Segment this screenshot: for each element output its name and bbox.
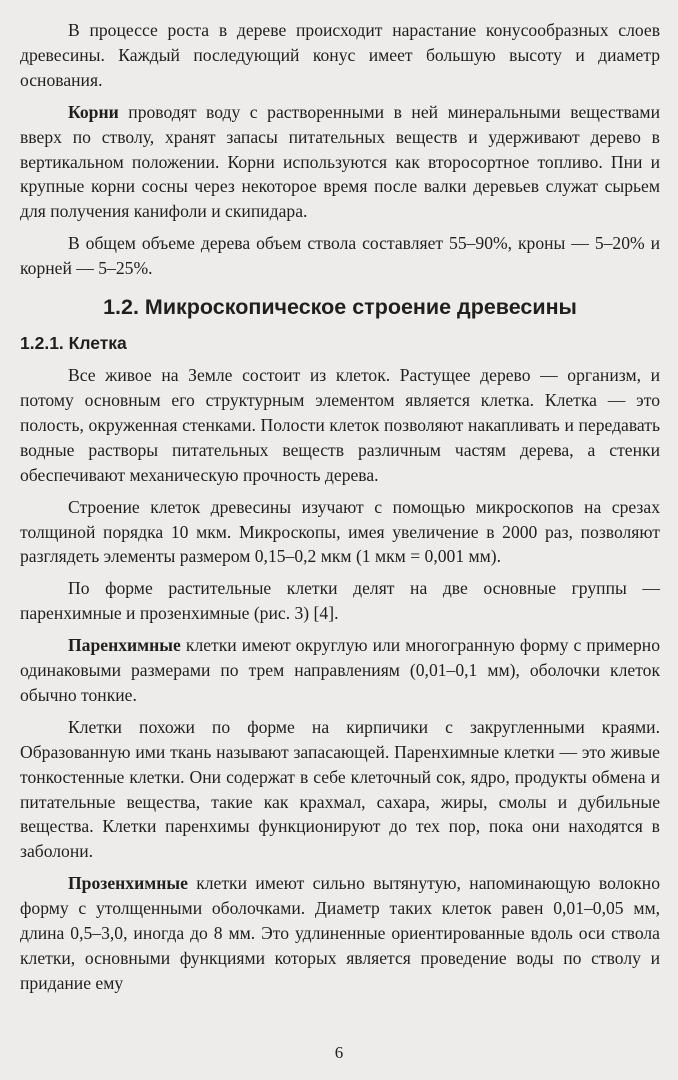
paragraph-volume-shares [20, 231, 660, 281]
paragraph-text: Строение клеток древесины изучают с помощью микроскопов на срезах толщиной порядка 10 мкм. Микроскопы, имея увеличение в 2000 раз, позволяют разглядеть элементы размером 0,15–0,2 мкм (1 мкм = 0,001 мм). [20, 496, 660, 567]
section-heading: 1.2. Микроскопическое строение древесины [103, 295, 577, 320]
paragraph-parenchyma-details [20, 715, 660, 864]
paragraph-roots [20, 100, 660, 225]
paragraph-cell-definition [20, 363, 660, 488]
paragraph-text: Все живое на Земле состоит из клеток. Растущее дерево — организм, и потому основным его структурным элементом является клетка. Клетка — это полость, окруженная стенками. Полости клеток позволяют накапливать и передавать водные растворы питательных веществ различным частям дерева, а стенки обеспечивают механическую прочность дерева. [20, 365, 660, 485]
paragraph-text: В общем объеме дерева объем ствола составляет 55–90%, кроны — 5–20% и корней — 5–25%. [20, 233, 660, 279]
paragraph-cell-groups [20, 576, 660, 626]
paragraph-text: проводят воду с растворенными в ней минеральными веществами вверх по стволу, хранят запасы питательных веществ и удерживают дерево в вертикальном положении. Корни используются как второсортное топливо. Пни и крупные корни сосны через некоторое время после валки деревьев служат сырьем для получения канифоли и скипидара. [20, 101, 660, 222]
paragraph-cone-growth [20, 18, 660, 93]
paragraph-text: клетки имеют округлую или многогранную форму с примерно одинаковыми размерами по трем направлениям (0,01–0,1 мм), оболочки клеток обычно тонкие. [20, 635, 660, 705]
paragraph-text: Клетки похожи по форме на кирпичики с закругленными краями. Образованную ими ткань называют запасающей. Паренхимные клетки — это живые тонкостенные клетки. Они содержат в себе клеточный сок, ядро, продукты обмена и питательные вещества, такие как крахмал, сахара, жиры, смолы и дубильные вещества. Клетки паренхимы функционируют до тех пор, пока они находятся в заболони. [20, 716, 660, 862]
paragraph-bold-term: Корни [68, 101, 119, 122]
paragraph-text: В процессе роста в дереве происходит нарастание конусообразных слоев древесины. Каждый последующий конус имеет большую высоту и диаметр основания. [20, 20, 660, 90]
subsection-heading: 1.2.1. Клетка [20, 333, 127, 354]
paragraph-prosenchyma [20, 871, 660, 996]
paragraph-bold-term: Прозенхимные [68, 873, 188, 894]
paragraph-text: клетки имеют сильно вытянутую, напоминающую волокно форму с утолщенными оболочками. Диаметр таких клеток равен 0,01–0,05 мм, длина 0,5–3,0, иногда до 8 мм. Это удлиненные ориентированные вдоль оси ствола клетки, основными функциями которых является проведение воды по стволу и придание ему [20, 873, 660, 993]
paragraph-parenchyma [20, 633, 660, 708]
paragraph-text: По форме растительные клетки делят на две основные группы — паренхимные и прозенхимные (рис. 3) [4]. [20, 578, 660, 624]
paragraph-bold-term: Паренхимные [68, 635, 181, 656]
page-number: 6 [334, 1043, 344, 1062]
paragraph-microscopy [20, 495, 660, 570]
